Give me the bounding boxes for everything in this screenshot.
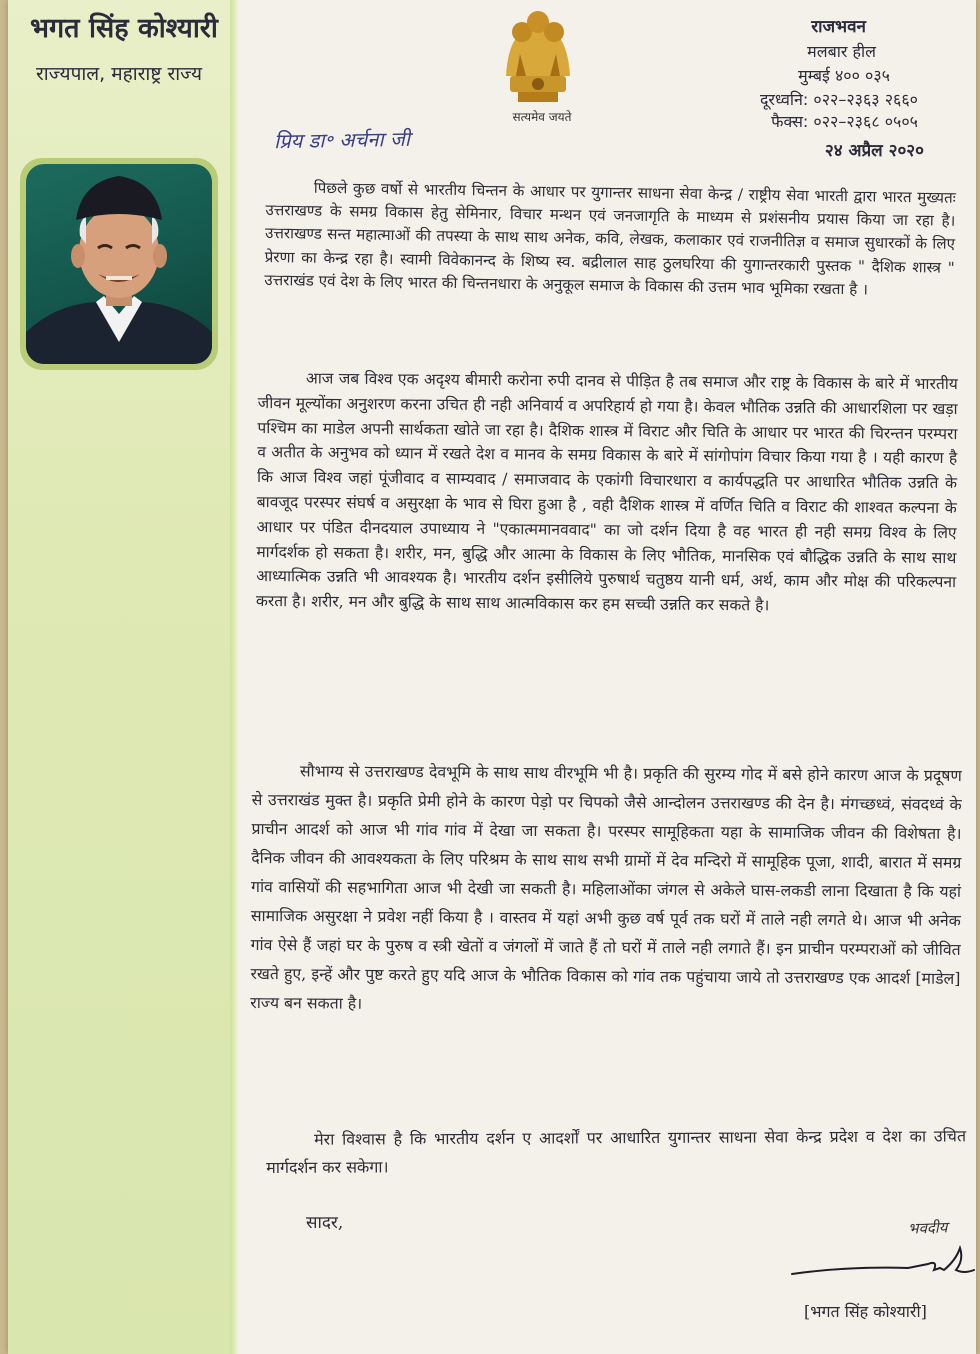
address-area: मलबार हील [807,42,876,61]
complimentary-close: भवदीय [907,1218,948,1238]
address-fax: फैक्स: ०२२–२३६८ ०५०५ [771,112,918,131]
address-city: मुम्बई ४०० ०३५ [798,66,890,85]
governor-photo [26,164,212,364]
governor-photo-frame [20,158,218,370]
body-paragraph-3: सौभाग्य से उत्तराखण्ड देवभूमि के साथ साथ वीरभूमि भी है। प्रकृति की सुरम्य गोद में बसे होने कारण आज के प्रदूषण से उत्तराखंड मुक्त है। प्रकृति प्रेमी होने के कारण पेड़ो पर चिपको जैसे आन्दोलन उत्तराखण्ड की देन है। मंगच्छध्वं, संवदध्वं के प्राचीन आदर्श को आज भी गांव गांव में देखा जा सकता है। परस्पर सामूहिकता यहा के सामाजिक जीवन की विशेषता है। दैनिक जीवन की आवश्यकता के लिए परिश्रम के साथ साथ सभी ग्रामों में देव मन्दिरो में सामूहिक पूजा, शादी, बारात में समग्र गांव वासियों की सहभागिता आज भी देखी जा सकती है। महिलाओंका जंगल से अकेले घास-लकडी लाना दिखाता है कि यहां सामाजिक असुरक्षा ने प्रवेश नहीं किया है । वास्तव में यहां अभी कुछ वर्ष पूर्व तक घरों में ताले नही लगते थे। आज भी अनेक गांव ऐसे हैं जहां घर के पुरुष व स्त्री खेतों व जंगलों में जाते हैं तो घरों में ताले नही लगाते हैं। इन प्राचीन परम्पराओं को जीवित रखते हुए, इन्हें और पुष्ट करते हुए यदि आज के भौतिक विकास को गांव तक पहुंचाया जाये तो उत्तराखण्ड एक आदर्श [माडेल] राज्य बन सकता है। [250,761,962,1013]
body-paragraph-2: आज जब विश्व एक अदृश्य बीमारी करोना रुपी दानव से पीड़ित है तब समाज और राष्ट्र के विकास के बारे में भारतीय जीवन मूल्योंका अनुशरण करना उचित ही नही अनिवार्य व अपरिहार्य हो गया है। केवल भौतिक उन्नति की आधारशिला पर खड़ा पश्चिम का माडेल अपनी सार्थकता खोते जा रहा है। दैशिक शास्त्र में विराट और चिति के आधार पर भारत की चिरन्तन परम्परा व अतीत के अनुभव को ध्यान में रखते देश व मानव के समग्र विकास के बारे में सांगोपांग विचार किया गया है । यही कारण है कि आज विश्व जहां पूंजीवाद व साम्यवाद / समाजवाद के एकांगी विचारधारा व कार्यपद्धति पर आधारित भौतिक उन्नति के बावजूद परस्पर संघर्ष व असुरक्षा के भाव से घिरा हुआ है , वही दैशिक शास्त्र में वर्णित चिति व विराट की शाश्वत कल्पना के आधार पर पंडित दीनदयाल उपाध्याय ने "एकात्ममानववाद" का जो दर्शन दिया है वह भारत ही नही समग्र विश्व के लिए मार्गदर्शक हो सकता है। शरीर, मन, बुद्धि और आत्मा के विकास के लिए भौतिक, मानसिक एवं बौद्धिक उन्नति के साथ साथ आध्यात्मिक उन्नति भी आवश्यक है। भारतीय दर्शन इसीलिये पुरुषार्थ चतुष्ठय यानी धर्म, अर्थ, काम और मोक्ष की परिकल्पना करता है। शरीर, मन और बुद्धि के साथ साथ आत्मविकास कर हम सच्ची उन्नति कर सकते है। [255,369,958,615]
body-paragraph-1: पिछले कुछ वर्षो से भारतीय चिन्तन के आधार पर युगान्तर साधना सेवा केन्द्र / राष्ट्रीय सेवा भारती द्वारा भारत मुख्यतः उत्तराखण्ड के समग्र विकास हेतु सेमिनार, विचार मन्थन एवं जनजागृति के माध्यम से प्रशंसनीय प्रयास किया जा रहा है। उत्तराखण्ड सन्त महात्माओं की तपस्या के साथ साथ अनेक, कवि, लेखक, कलाकार एवं राजनीतिज्ञ व समाज सुधारकों के लिए प्रेरणा का केन्द्र रहा है। स्वामी विवेकानन्द के शिष्य स्व. बद्रीलाल साह ठुलघरिया की युगान्तरकारी पुस्तक " दैशिक शास्त्र " उत्तराखंड एवं देश के लिए भारत की चिन्तनधारा के अनुकूल समाज के विकास की उत्तम भाव भूमिका रखता है । [264,178,956,299]
letter-date: २४ अप्रैल २०२० [824,141,924,161]
governor-name: भगत सिंह कोश्यारी [30,13,218,44]
signatory-name: [भगत सिंह कोश्यारी] [804,1302,927,1321]
address-phone: दूरध्वनि: ०२२–२३६३ २६६० [759,90,918,109]
governor-title: राज्यपाल, महाराष्ट्र राज्य [36,63,203,85]
letter-sheet [8,0,976,1354]
national-motto: सत्यमेव जयते [512,110,572,124]
governor-portrait-icon [26,164,212,364]
national-emblem-icon [496,2,580,106]
body-paragraph-4: मेरा विश्वास है कि भारतीय दर्शन ए आदर्शों पर आधारित युगान्तर साधना सेवा केन्द्र प्रदेश व देश का उचित मार्गदर्शन कर सकेगा। [266,1126,967,1177]
salutation: प्रिय डा॰ अर्चना जी [273,126,411,154]
closing-greeting: सादर, [306,1213,344,1233]
signature-icon [788,1240,976,1290]
sidebar-divider [230,0,238,1354]
address-building: राजभवन [811,17,866,37]
